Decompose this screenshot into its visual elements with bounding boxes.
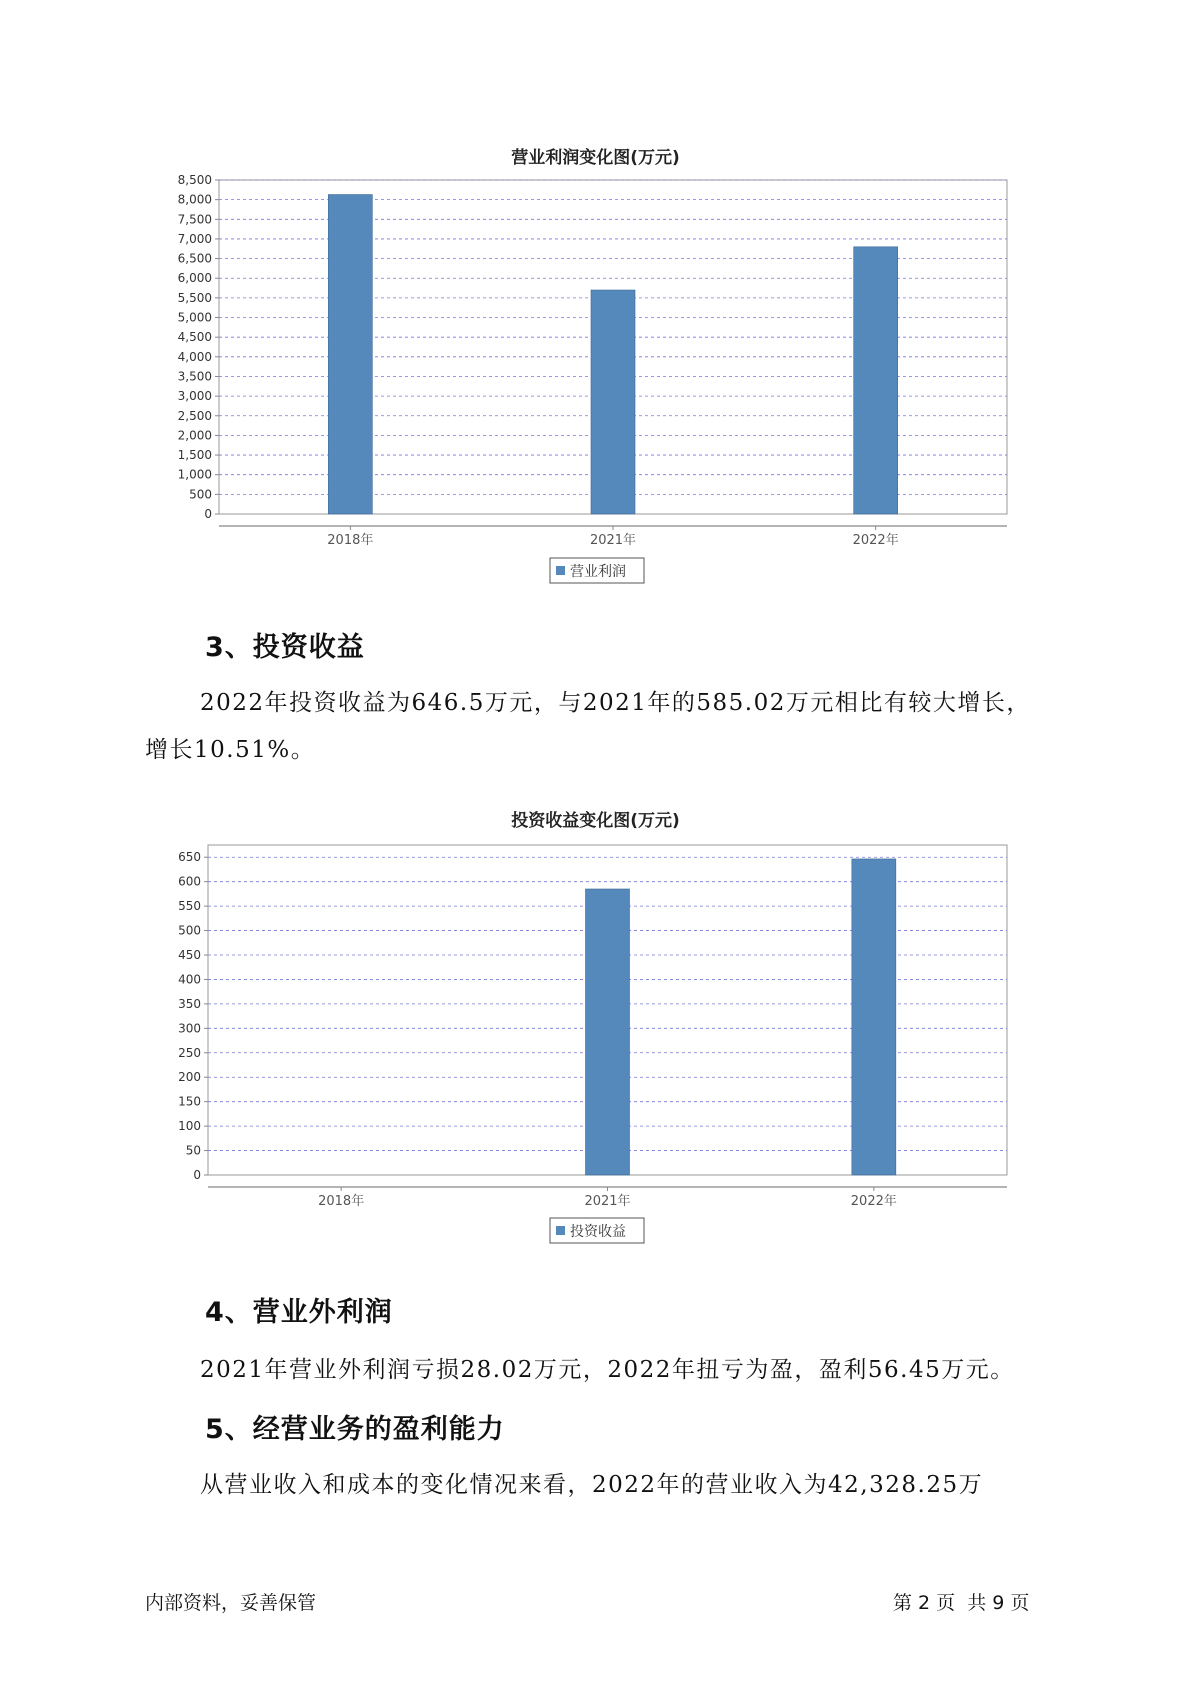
section3-heading: 3、投资收益 [205,632,365,663]
y-tick-label: 350 [178,996,201,1011]
y-tick-label: 200 [178,1070,201,1085]
y-tick-label: 400 [178,972,201,987]
y-tick-label: 7,000 [177,231,212,246]
x-tick-label: 2022年 [850,1194,897,1209]
legend-label: 营业利润 [570,564,626,580]
y-tick-label: 8,000 [177,192,212,207]
y-tick-label: 6,000 [177,271,212,286]
legend-swatch [556,1226,565,1235]
section3-line1: 2022年投资收益为646.5万元，与2021年的585.02万元相比有较大增长， [200,690,1031,716]
y-tick-label: 4,000 [177,349,212,364]
y-tick-label: 650 [178,850,201,865]
bar-2018年 [328,195,372,514]
x-tick-label: 2021年 [589,533,637,548]
x-tick-label: 2021年 [584,1194,631,1209]
y-tick-label: 0 [193,1168,201,1182]
y-tick-label: 5,000 [177,310,212,325]
x-tick-label: 2022年 [852,533,899,548]
chart1-title: 营业利润变化图(万元) [511,148,680,168]
investment-income-chart [0,830,1191,1250]
bar-2021年 [591,290,635,514]
y-tick-label: 3,500 [177,369,212,384]
y-tick-label: 2,000 [177,428,212,443]
bar-2022年 [854,247,898,514]
chart2-title: 投资收益变化图(万元) [511,811,680,831]
y-tick-label: 6,500 [177,251,212,266]
y-tick-label: 100 [178,1119,201,1134]
y-tick-label: 4,500 [177,330,212,345]
y-tick-label: 300 [178,1021,201,1036]
y-tick-label: 8,500 [177,173,212,187]
section4-line1: 2021年营业外利润亏损28.02万元，2022年扭亏为盈，盈利56.45万元。 [200,1357,1015,1383]
y-tick-label: 5,500 [177,290,212,305]
y-tick-label: 450 [178,948,201,962]
y-tick-label: 150 [178,1094,201,1109]
bar-2022年 [852,859,896,1175]
legend-label: 投资收益 [570,1224,626,1240]
y-tick-label: 2,500 [177,408,212,423]
x-tick-label: 2018年 [318,1194,365,1209]
legend-swatch [556,566,565,575]
x-tick-label: 2018年 [327,533,374,548]
y-tick-label: 500 [189,487,212,502]
y-tick-label: 0 [204,507,212,521]
section5-line1: 从营业收入和成本的变化情况来看，2022年的营业收入为42,328.25万 [200,1472,984,1498]
footer-confidential-note: 内部资料，妥善保管 [145,1592,317,1614]
y-tick-label: 50 [185,1143,201,1158]
footer-page-number: 第 2 页 共 9 页 [893,1592,1030,1614]
y-tick-label: 1,000 [177,467,212,482]
y-tick-label: 7,500 [177,212,212,227]
bar-2021年 [586,889,630,1175]
y-tick-label: 600 [178,874,201,889]
operating-profit-chart [0,160,1191,600]
y-tick-label: 500 [178,923,201,938]
y-tick-label: 3,000 [177,389,212,404]
section4-heading: 4、营业外利润 [205,1297,393,1328]
section3-line2: 增长10.51%。 [145,737,316,763]
y-tick-label: 250 [178,1045,201,1060]
y-tick-label: 550 [178,899,201,914]
y-tick-label: 1,500 [177,448,212,463]
section5-heading: 5、经营业务的盈利能力 [205,1414,505,1445]
